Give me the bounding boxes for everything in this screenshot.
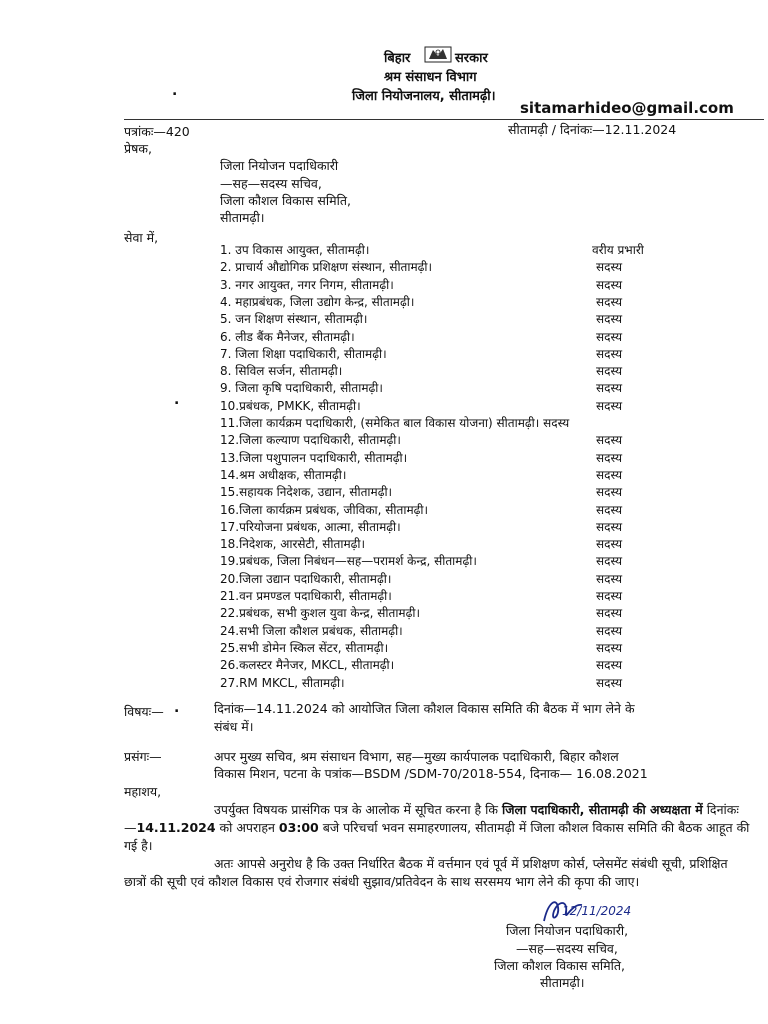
recipient-item: 2. प्राचार्य औद्योगिक प्रशिक्षण संस्थान, सीतामढ़ी।	[220, 260, 433, 274]
body-text: उपर्युक्त विषयक प्रासंगिक पत्र के आलोक में सूचित करना है कि	[214, 802, 502, 817]
recipient-item: 22.प्रबंधक, सभी कुशल युवा केन्द्र, सीतामढ़ी।	[220, 606, 421, 620]
sender-line: सीतामढ़ी।	[220, 210, 265, 225]
reference-line: अपर मुख्य सचिव, श्रम संसाधन विभाग, सह—मुख्य कार्यपालक पदाधिकारी, बिहार कौशल	[214, 749, 619, 764]
recipient-item: 1. उप विकास आयुक्त, सीतामढ़ी।	[220, 243, 370, 257]
recipient-role: सदस्य	[596, 312, 623, 326]
recipient-item: 20.जिला उद्यान पदाधिकारी, सीतामढ़ी।	[220, 572, 392, 586]
recipient-item: 7. जिला शिक्षा पदाधिकारी, सीतामढ़ी।	[220, 347, 387, 361]
stray-mark: .	[174, 392, 180, 408]
subject-label: विषयः—	[124, 704, 164, 719]
header-department: श्रम संसाधन विभाग	[384, 70, 477, 85]
recipient-role: सदस्य	[596, 676, 623, 690]
recipient-role: सदस्य	[596, 330, 623, 344]
recipient-item: 19.प्रबंधक, जिला निबंधन—सह—परामर्श केन्द्र, सीतामढ़ी।	[220, 554, 477, 568]
recipient-item: 14.श्रम अधीक्षक, सीतामढ़ी।	[220, 468, 347, 482]
recipient-item: 5. जन शिक्षण संस्थान, सीतामढ़ी।	[220, 312, 368, 326]
letter-number: पत्रांकः—420	[124, 124, 190, 139]
recipient-item: 3. नगर आयुक्त, नगर निगम, सीतामढ़ी।	[220, 278, 394, 292]
recipient-role: सदस्य	[596, 554, 623, 568]
salutation: महाशय,	[124, 784, 162, 799]
stray-mark: .	[174, 700, 180, 716]
recipient-item: 21.वन प्रमण्डल पदाधिकारी, सीतामढ़ी।	[220, 589, 392, 603]
recipient-role: सदस्य	[596, 658, 623, 672]
recipient-item: 13.जिला पशुपालन पदाधिकारी, सीतामढ़ी।	[220, 451, 408, 465]
subject-line: संबंध में।	[214, 719, 254, 734]
recipient-role: सदस्य	[596, 537, 623, 551]
sender-label: प्रेषक,	[124, 141, 152, 156]
recipient-role: सदस्य	[596, 278, 623, 292]
recipient-item: 26.कलस्टर मैनेजर, MKCL, सीतामढ़ी।	[220, 658, 395, 672]
recipient-item: 11.जिला कार्यक्रम पदाधिकारी, (समेकित बाल विकास योजना) सीतामढ़ी। सदस्य	[220, 416, 570, 430]
recipient-item: 10.प्रबंधक, PMKK, सीतामढ़ी।	[220, 399, 361, 413]
state-emblem-icon	[423, 44, 453, 64]
office-email: sitamarhideo@gmail.com	[520, 99, 734, 117]
header-divider	[124, 119, 764, 120]
recipient-role: सदस्य	[596, 399, 623, 413]
reference-label: प्रसंगः—	[124, 749, 162, 764]
signature-line: जिला नियोजन पदाधिकारी,	[506, 923, 629, 938]
body-paragraph-2: अतः आपसे अनुरोध है कि उक्त निर्धारित बैठक में वर्त्तमान एवं पूर्व में प्रशिक्षण कोर्स, प्लेसमेंट संबंधी सूची, प्रशिक्षित छात्रों की सूची एवं कौशल विकास एवं रोजगार संबंधी सुझाव/प्रतिवेदन के साथ सरसमय भाग लेने की कृपा की जाए।	[124, 856, 728, 889]
recipient-role: सदस्य	[596, 589, 623, 603]
recipient-item: 27.RM MKCL, सीतामढ़ी।	[220, 676, 345, 690]
recipient-role: सदस्य	[596, 347, 623, 361]
recipient-role: सदस्य	[596, 572, 623, 586]
recipient-role: सदस्य	[596, 503, 623, 517]
stray-mark: .	[172, 83, 178, 99]
recipients-label: सेवा में,	[124, 230, 159, 245]
recipient-item: 8. सिविल सर्जन, सीतामढ़ी।	[220, 364, 343, 378]
recipient-item: 17.परियोजना प्रबंधक, आत्मा, सीतामढ़ी।	[220, 520, 401, 534]
sender-line: —सह—सदस्य सचिव,	[220, 176, 322, 191]
recipient-item: 9. जिला कृषि पदाधिकारी, सीतामढ़ी।	[220, 381, 383, 395]
body-text: को अपराहन	[215, 820, 279, 835]
header-state: बिहार	[384, 51, 411, 66]
place-date: सीतामढ़ी / दिनांकः—12.11.2024	[508, 122, 677, 137]
meeting-date: 14.11.2024	[136, 820, 216, 835]
recipient-item: 15.सहायक निदेशक, उद्यान, सीतामढ़ी।	[220, 485, 393, 499]
recipient-item: 24.सभी जिला कौशल प्रबंधक, सीतामढ़ी।	[220, 624, 403, 638]
signature-line: सीतामढ़ी।	[540, 975, 585, 990]
sender-line: जिला कौशल विकास समिति,	[220, 193, 351, 208]
recipient-role: सदस्य	[596, 520, 623, 534]
meeting-time: 03:00	[278, 820, 319, 835]
signature-line: —सह—सदस्य सचिव,	[516, 941, 618, 956]
recipient-item: 25.सभी डोमेन स्किल सेंटर, सीतामढ़ी।	[220, 641, 389, 655]
body-paragraph-1	[124, 801, 750, 855]
body-text: बजे परिचर्चा भवन समाहरणालय, सीतामढ़ी में जिला कौशल विकास समिति की बैठक आहूत की गई है।	[124, 820, 750, 853]
signature-line: जिला कौशल विकास समिति,	[494, 958, 625, 973]
recipient-item: 18.निदेशक, आरसेटी, सीतामढ़ी।	[220, 537, 366, 551]
recipient-item: 12.जिला कल्याण पदाधिकारी, सीतामढ़ी।	[220, 433, 401, 447]
subject-line: दिनांक—14.11.2024 को आयोजित जिला कौशल विकास समिति की बैठक में भाग लेने के	[214, 701, 635, 716]
recipient-role: वरीय प्रभारी	[592, 243, 644, 257]
recipient-role: सदस्य	[596, 468, 623, 482]
recipient-role: सदस्य	[596, 433, 623, 447]
reference-line: विकास मिशन, पटना के पत्रांक—BSDM /SDM-70/2018-554, दिनाक— 16.08.2021	[214, 766, 648, 781]
recipient-role: सदस्य	[596, 485, 623, 499]
recipient-role: सदस्य	[596, 624, 623, 638]
recipient-role: सदस्य	[596, 364, 623, 378]
recipient-role: सदस्य	[596, 606, 623, 620]
body-text-bold: जिला पदाधिकारी, सीतामढ़ी की अध्यक्षता में	[501, 802, 703, 817]
body-text: दिनांकः—	[124, 802, 739, 835]
recipient-role: सदस्य	[596, 381, 623, 395]
recipient-item: 6. लीड बैंक मैनेजर, सीतामढ़ी।	[220, 330, 355, 344]
recipient-item: 4. महाप्रबंधक, जिला उद्योग केन्द्र, सीतामढ़ी।	[220, 295, 415, 309]
recipient-role: सदस्य	[596, 295, 623, 309]
recipient-role: सदस्य	[596, 260, 623, 274]
header-office: जिला नियोजनालय, सीतामढ़ी।	[352, 89, 496, 104]
signature-date: 12/11/2024	[562, 904, 632, 918]
recipient-role: सदस्य	[596, 641, 623, 655]
recipient-role: सदस्य	[596, 451, 623, 465]
header-government: सरकार	[455, 51, 488, 66]
sender-line: जिला नियोजन पदाधिकारी	[220, 158, 339, 173]
recipient-item: 16.जिला कार्यक्रम प्रबंधक, जीविका, सीतामढ़ी।	[220, 503, 429, 517]
